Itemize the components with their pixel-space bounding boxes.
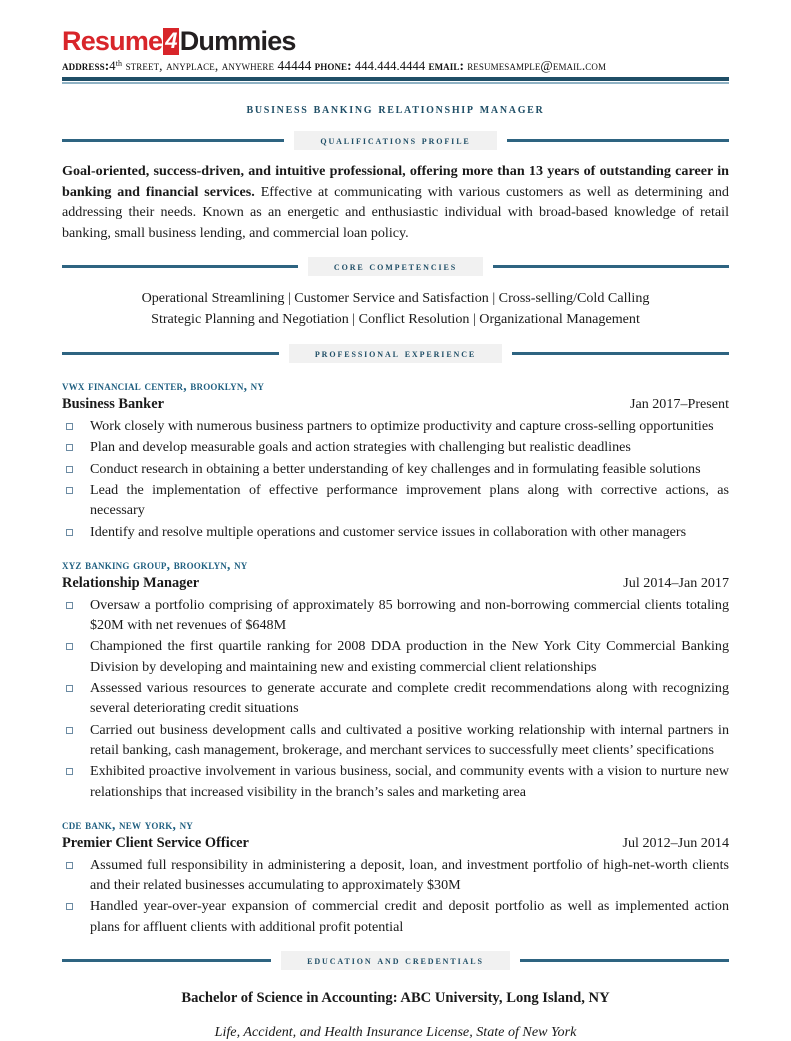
job-title-row [62,575,729,592]
logo-text [62,26,296,56]
experience-entry [62,378,729,542]
list-item-text: Plan and develop measurable goals and action strategies with challenging but realistic deadlines [90,439,631,456]
section-rule-right [520,959,729,962]
list-item [62,636,729,677]
employer-name: xyz banking group, brooklyn, ny [62,556,248,572]
contact-line [62,58,729,74]
list-item-text: Assessed various resources to generate accurate and complete credit recommendations along with recognizing several deteriorating credit situations [90,680,729,717]
list-item-text: Conduct research in obtaining a better understanding of key challenges and in formulating feasible solutions [90,460,701,477]
qualifications-body: Effective at communicating with various customers as well as determining and addressing their needs. Known as an energetic and enthusiastic individual with broad-based knowledge of retail banking, small business lending, and commercial loan policy. [62,183,729,241]
email-value[interactable]: resumesample@email.com [467,58,607,73]
experience-entry [62,817,729,937]
section-rule-left [62,959,271,962]
section-rule-left [62,139,284,142]
square-bullet-icon [66,466,73,473]
list-item [62,678,729,719]
list-item-text: Handled year-over-year expansion of commercial credit and deposit portfolio as well as implemented action plans for affluent clients with additional profit potential [90,898,729,935]
section-header-qualifications [62,131,729,150]
job-responsibility-list [62,595,729,802]
list-item [62,720,729,761]
address-ordinal-suffix: th [115,59,123,68]
competencies-line-2: Strategic Planning and Negotiation | Conflict Resolution | Organizational Management [151,311,640,328]
list-item [62,761,729,802]
list-item [62,416,729,436]
logo-word-dummies: Dummies [179,26,296,56]
section-rule-right [512,352,729,355]
section-label-education: education and credentials [281,951,510,970]
phone-value: 444.444.4444 [354,59,426,73]
education-license: Life, Accident, and Health Insurance License, State of New York [214,1024,577,1041]
qualifications-lead-bold: Goal-oriented, success-driven, and intuitive professional, offering more than 13 years of outstanding career in banking and financial services. [62,163,729,200]
header-divider [62,77,729,84]
address-value: street, anyplace, anywhere 44444 [122,58,312,73]
square-bullet-icon [66,768,73,775]
list-item [62,480,729,521]
square-bullet-icon [66,903,73,910]
square-bullet-icon [66,685,73,692]
list-item [62,459,729,479]
square-bullet-icon [66,529,73,536]
logo-word-resume: Resume [62,26,163,56]
list-item [62,595,729,636]
square-bullet-icon [66,487,73,494]
list-item-text: Lead the implementation of effective performance improvement plans along with corrective actions, as necessary [90,481,729,519]
job-title: Relationship Manager [62,574,200,591]
section-rule-right [493,265,729,268]
section-label-core-competencies: core competencies [308,257,483,276]
job-title: Business Banker [62,396,164,413]
job-responsibility-list [62,855,729,937]
logo-badge-four: 4 [165,27,177,53]
list-item [62,855,729,896]
experience-entry [62,557,729,802]
job-title-row [62,396,729,413]
list-item-text: Identify and resolve multiple operations and customer service issues in collaboration with other managers [90,523,687,540]
job-dates: Jul 2012–Jun 2014 [622,834,729,851]
job-dates: Jul 2014–Jan 2017 [623,574,729,591]
section-header-core-competencies [62,257,729,276]
list-item-text: Assumed full responsibility in administering a deposit, loan, and investment portfolio of high-net-worth clients and their related businesses accumulating to approximately $30M [90,856,729,894]
job-title-row [62,835,729,852]
list-item [62,896,729,937]
job-title: Premier Client Service Officer [62,834,249,851]
job-target-title: business banking relationship manager [246,101,545,116]
job-dates: Jan 2017–Present [629,396,729,413]
section-rule-right [507,139,729,142]
square-bullet-icon [66,727,73,734]
qualifications-paragraph [62,161,729,243]
list-item-text: Carried out business development calls and cultivated a positive working relationship with internal partners in retail banking, cash management, brokerage, and merchant services to successfully meet clients’ specifications [90,721,729,758]
job-responsibility-list [62,416,729,542]
brand-logo [62,24,729,56]
competencies-line-1: Operational Streamlining | Customer Service and Satisfaction | Cross-selling/Cold Calling [141,290,650,307]
email-label: email: [428,58,465,73]
section-label-qualifications: qualifications profile [294,131,496,150]
square-bullet-icon [66,444,73,451]
section-header-education [62,951,729,970]
square-bullet-icon [66,423,73,430]
education-degree: Bachelor of Science in Accounting: ABC University, Long Island, NY [181,990,610,1007]
square-bullet-icon [66,602,73,609]
square-bullet-icon [66,643,73,650]
section-header-professional-experience [62,344,729,363]
list-item [62,437,729,457]
list-item-text: Championed the first quartile ranking for 2008 DDA production in the New York City Commercial Banking Division by developing and maintaining new and existing commercial client relationships [90,638,729,675]
section-label-professional-experience: professional experience [289,344,502,363]
address-label: address: [62,58,110,73]
address-number: 4 [109,59,116,73]
core-competencies-list [62,288,729,330]
employer-name: cde bank, new york, ny [62,816,193,832]
phone-label: phone: [314,58,352,73]
employer-name: vwx financial center, brooklyn, ny [62,378,265,394]
section-rule-left [62,352,279,355]
list-item-text: Work closely with numerous business partners to optimize productivity and capture cross-selling opportunities [90,418,714,435]
list-item-text: Exhibited proactive involvement in various business, social, and community events with a vision to nurture new relationships that increased visibility in the branch’s sales and marketing area [90,763,729,800]
list-item-text: Oversaw a portfolio comprising of approximately 85 borrowing and non-borrowing commercial clients totaling $20M with net revenues of $648M [90,596,729,634]
square-bullet-icon [66,862,73,869]
list-item [62,522,729,542]
section-rule-left [62,265,298,268]
